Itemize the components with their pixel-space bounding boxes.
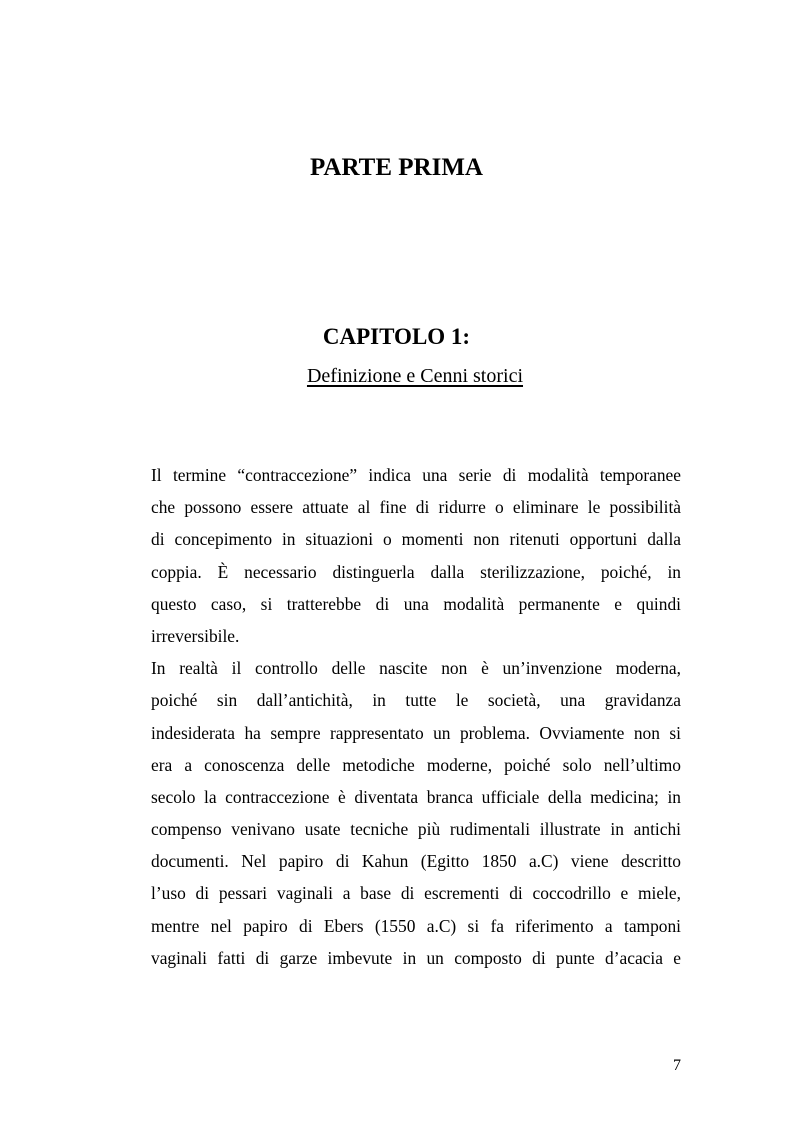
body-line: questo caso, si tratterebbe di una modalità permanente e quindi bbox=[151, 593, 681, 614]
body-line: di concepimento in situazioni o momenti non ritenuti opportuni dalla bbox=[151, 529, 681, 550]
body-line: irreversibile. bbox=[151, 625, 240, 646]
chapter-subtitle bbox=[0, 362, 793, 390]
body-line: Il termine “contraccezione” indica una serie di modalità temporanee bbox=[151, 465, 681, 485]
body-line: vaginali fatti di garze imbevute in un composto di punte d’acacia e bbox=[151, 947, 681, 968]
chapter-title: CAPITOLO 1: bbox=[322, 324, 471, 349]
chapter-subtitle-text: Definizione e Cenni storici bbox=[306, 365, 524, 387]
body-line: documenti. Nel papiro di Kahun (Egitto 1850 a.C) viene descritto bbox=[151, 851, 681, 872]
body-line: l’uso di pessari vaginali a base di escrementi di coccodrillo e miele, bbox=[151, 883, 681, 904]
body-line: poiché sin dall’antichità, in tutte le società, una gravidanza bbox=[151, 690, 681, 711]
body-line: compenso venivano usate tecniche più rudimentali illustrate in antichi bbox=[151, 819, 681, 840]
part-title: PARTE PRIMA bbox=[310, 154, 483, 181]
body-line: mentre nel papiro di Ebers (1550 a.C) si fa riferimento a tamponi bbox=[151, 915, 681, 936]
body-line: che possono essere attuate al fine di ridurre o eliminare le possibilità bbox=[151, 497, 681, 518]
body-line: In realtà il controllo delle nascite non è un’invenzione moderna, bbox=[151, 658, 681, 679]
body-line: coppia. È necessario distinguerla dalla sterilizzazione, poiché, in bbox=[151, 561, 681, 582]
body-line: indesiderata ha sempre rappresentato un problema. Ovviamente non si bbox=[151, 722, 681, 743]
body-text bbox=[151, 459, 681, 974]
page-number: 7 bbox=[673, 1057, 681, 1074]
body-line: era a conoscenza delle metodiche moderne, poiché solo nell’ultimo bbox=[151, 754, 681, 775]
body-line: secolo la contraccezione è diventata branca ufficiale della medicina; in bbox=[151, 786, 681, 807]
